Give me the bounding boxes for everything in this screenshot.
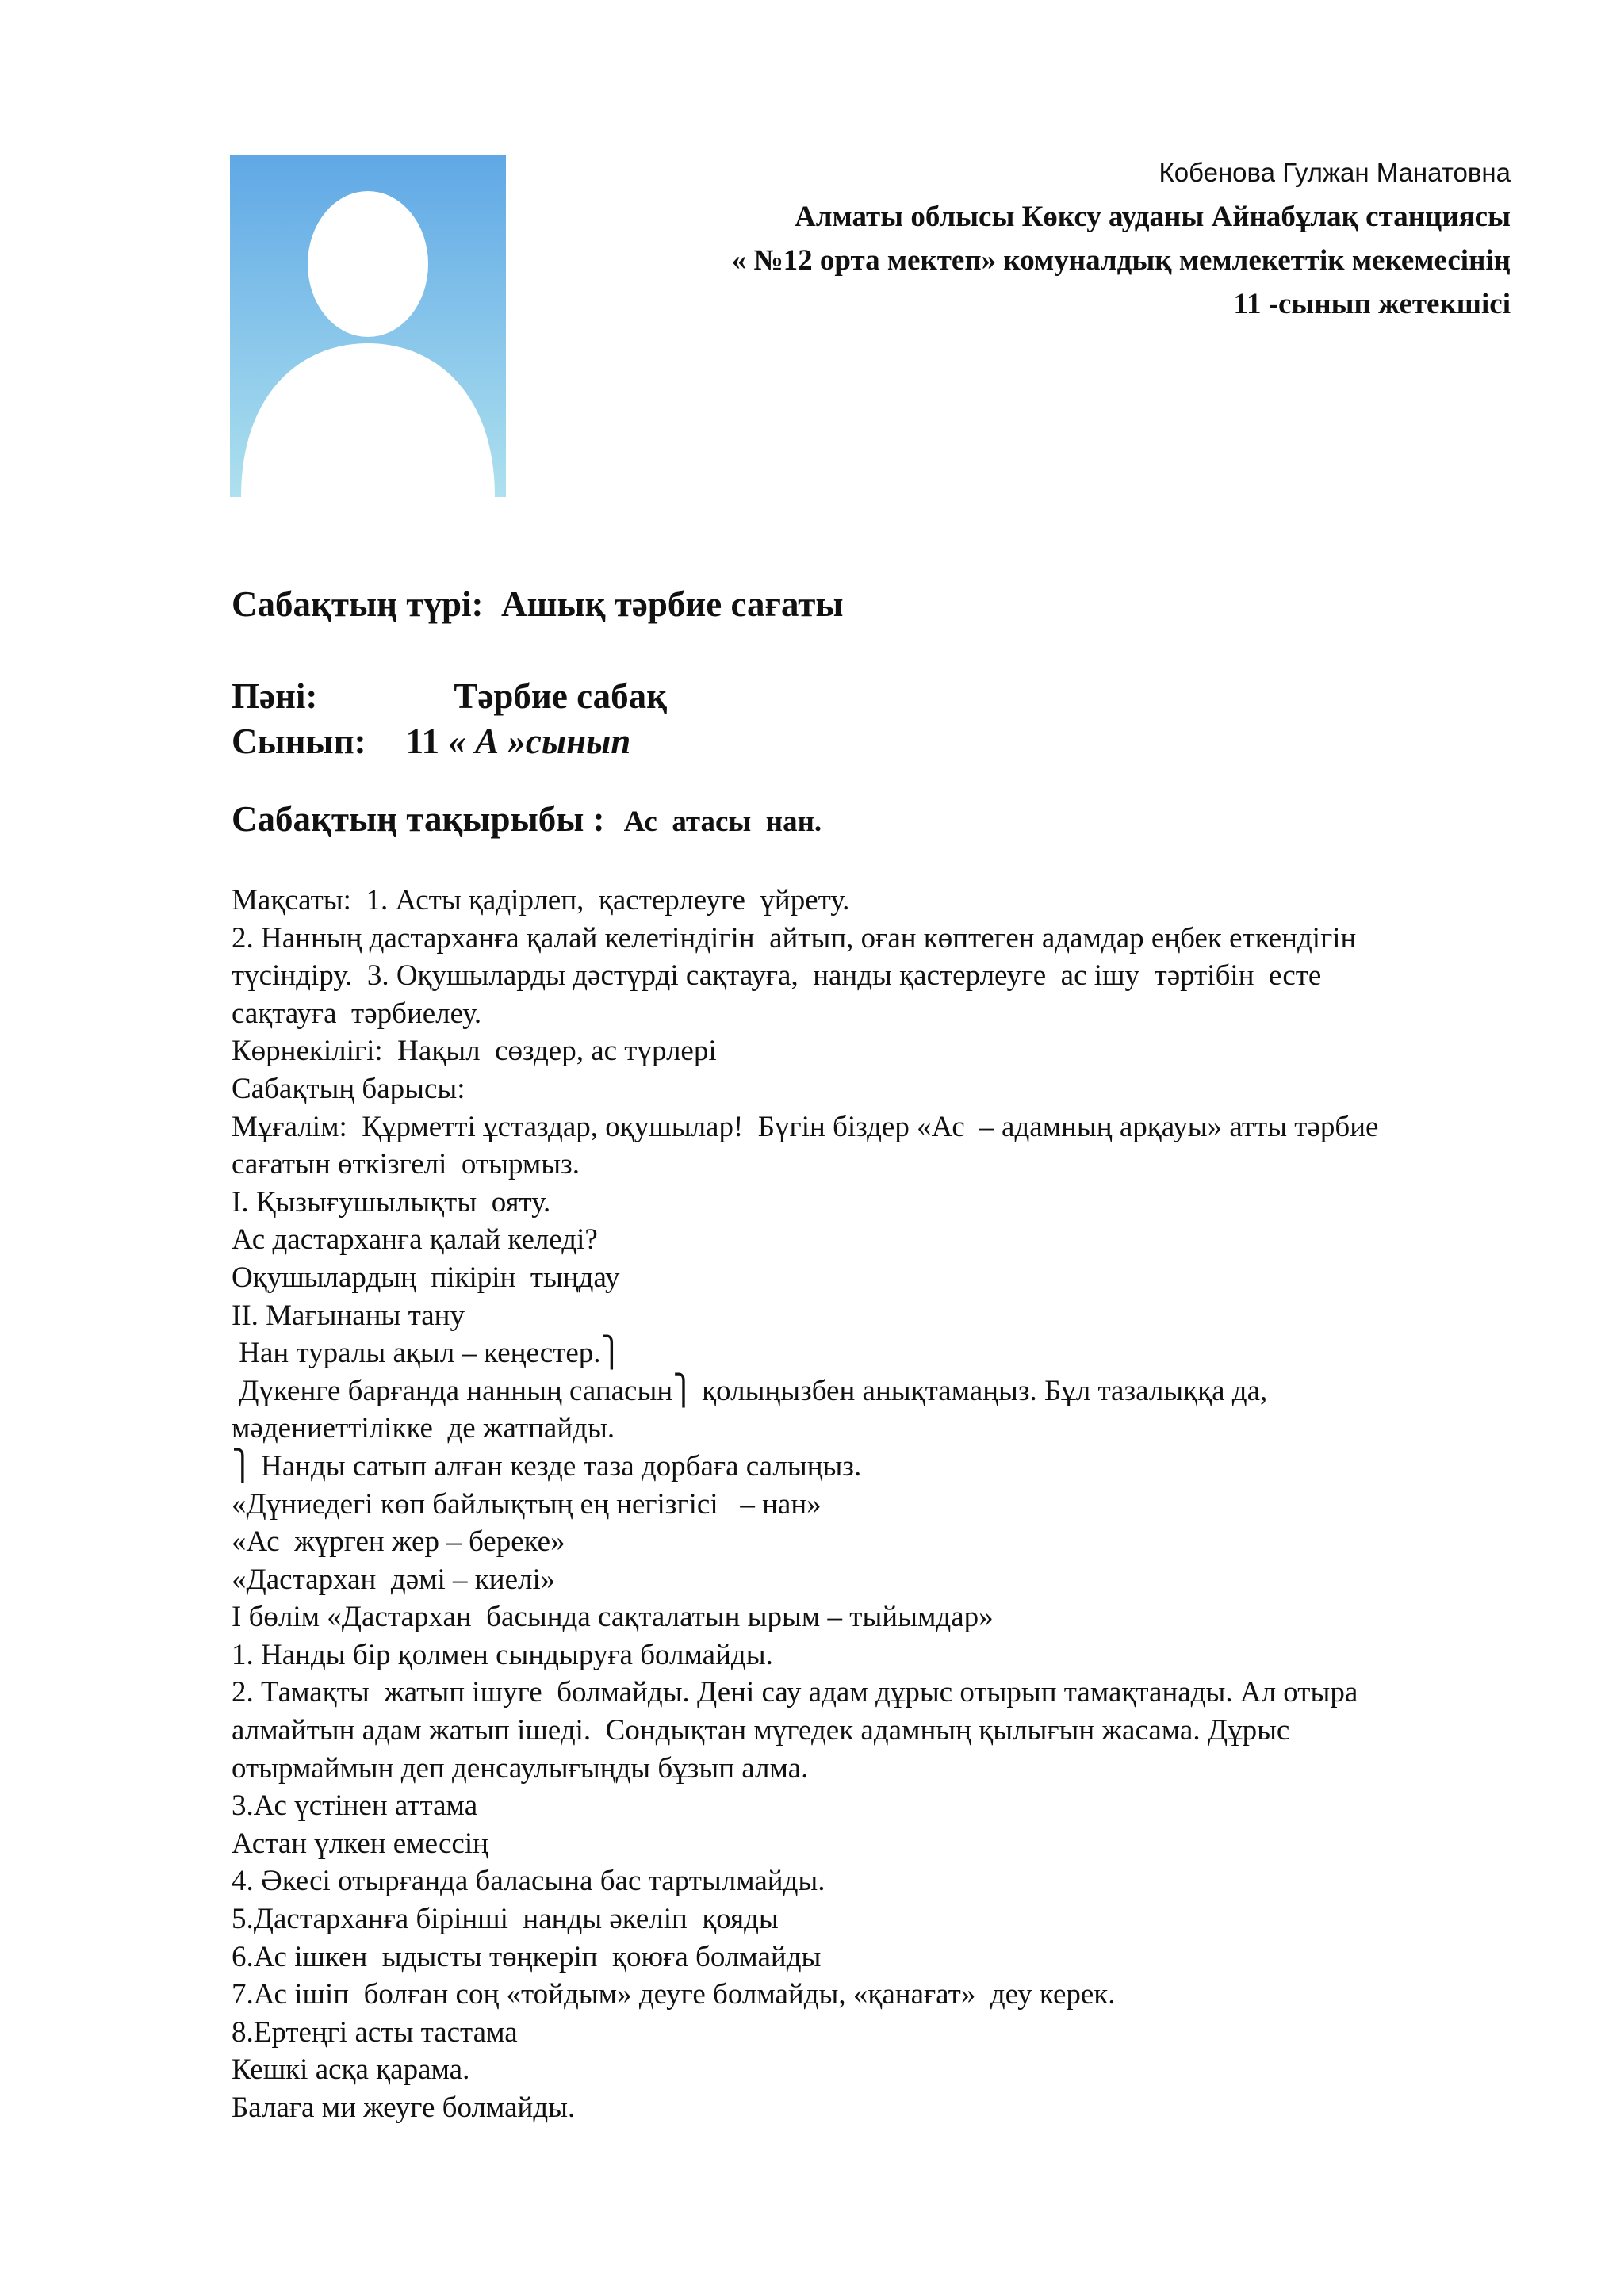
- body-line: Нан туралы ақыл – кеңестер.⎫: [232, 1337, 623, 1370]
- body-line: 3.Ас үстінен аттама: [232, 1789, 478, 1823]
- body-line: 4. Әкесі отырғанда баласына бас тартылмайды.: [232, 1865, 825, 1898]
- body-line: I бөлім «Дастархан басында сақталатын ырым – тыйымдар»: [232, 1601, 994, 1634]
- class-letter: « А »сынып: [448, 721, 631, 761]
- lesson-type: Сабақтың түрі: Ашық тәрбие сағаты: [232, 584, 844, 624]
- body-line: II. Мағынаны тану: [232, 1299, 465, 1332]
- header-role: 11 -сынып жетекшісі: [1233, 288, 1511, 320]
- subject-value: Тәрбие сабақ: [454, 676, 668, 716]
- body-line: 1. Нанды бір қолмен сындыруға болмайды.: [232, 1638, 773, 1671]
- body-line: «Ас жүрген жер – береке»: [232, 1525, 565, 1559]
- body-line: 7.Ас ішіп болған соң «тойдым» деуге болмайды, «қанағат» деу керек.: [232, 1978, 1116, 2011]
- body-line: 2. Нанның дастарханға қалай келетіндігін айтып, оған көптеген адамдар еңбек еткендігін: [232, 921, 1357, 955]
- body-line: Дүкенге барғанда нанның сапасын⎫ қолыңызбен анықтамаңыз. Бұл тазалыққа да,: [232, 1374, 1268, 1407]
- body-line: Оқушылардың пікірін тыңдау: [232, 1261, 620, 1294]
- class-number: 11: [405, 721, 440, 761]
- body-line: Сабақтың барысы:: [232, 1072, 465, 1105]
- subject-row: [232, 674, 667, 719]
- lesson-meta: [232, 674, 667, 764]
- class-row: [232, 719, 667, 764]
- body-line: сақтауға тәрбиелеу.: [232, 997, 482, 1030]
- class-label: Сынып:: [232, 721, 366, 761]
- body-line: «Дастархан дәмі – киелі»: [232, 1563, 556, 1596]
- topic-value: Ас атасы нан.: [623, 806, 822, 838]
- body-line: 2. Тамақты жатып ішуге болмайды. Дені сау адам дұрыс отырып тамақтанады. Ал отыра: [232, 1676, 1358, 1709]
- topic-label: Сабақтың тақырыбы :: [232, 799, 605, 839]
- body-line: отырмаймын деп денсаулығыңды бұзып алма.: [232, 1751, 809, 1785]
- body-line: 5.Дастарханға бірінші нанды әкеліп қояды: [232, 1903, 779, 1936]
- lesson-topic: [232, 798, 822, 840]
- body-line: мәдениеттілікке де жатпайды.: [232, 1412, 615, 1445]
- body-line: 8.Ертеңгі асты тастама: [232, 2015, 518, 2049]
- body-line: Астан үлкен емессің: [232, 1827, 488, 1860]
- header-region: Алматы облысы Көксу ауданы Айнабұлақ станциясы: [795, 201, 1511, 233]
- body-line: алмайтын адам жатып ішеді. Сондықтан мүгедек адамның қылығын жасама. Дұрыс: [232, 1714, 1290, 1747]
- header-school: « №12 орта мектеп» комуналдық мемлекеттік мекемесінің: [731, 244, 1511, 277]
- body-line: Мұғалім: Құрметті ұстаздар, оқушылар! Бүгін біздер «Ас – адамның арқауы» атты тәрбие: [232, 1110, 1379, 1143]
- body-line: түсіндіру. 3. Оқушыларды дәстүрді сақтауға, нанды қастерлеуге ас ішу тәртібін есте: [232, 959, 1322, 993]
- body-line: 6.Ас ішкен ыдысты төңкеріп қоюға болмайды: [232, 1940, 822, 1973]
- body-line: Балаға ми жеуге болмайды.: [232, 2091, 576, 2124]
- body-line: Мақсаты: 1. Асты қадірлеп, қастерлеуге үйрету.: [232, 884, 850, 916]
- body-line: Ас дастарханға қалай келеді?: [232, 1223, 598, 1257]
- body-line: ⎫ Нанды сатып алған кезде таза дорбаға салыңыз.: [232, 1449, 862, 1483]
- avatar-placeholder-icon: [230, 155, 506, 497]
- author-name: Кобенова Гулжан Манатовна: [1159, 158, 1511, 187]
- avatar-graphic: [230, 155, 506, 497]
- class-value: [406, 719, 631, 764]
- subject-label: Пәні:: [232, 676, 318, 716]
- body-line: сағатын өткізгелі отырмыз.: [232, 1148, 580, 1181]
- lesson-body: [232, 882, 1516, 2127]
- body-line: Көрнекілігі: Нақыл сөздер, ас түрлері: [232, 1035, 717, 1068]
- body-line: I. Қызығушылықты ояту.: [232, 1185, 551, 1219]
- document-header: [480, 151, 1511, 326]
- body-line: «Дүниедегі көп байлықтың ең негізгісі – нан»: [232, 1487, 822, 1521]
- body-line: Кешкі асқа қарама.: [232, 2053, 470, 2087]
